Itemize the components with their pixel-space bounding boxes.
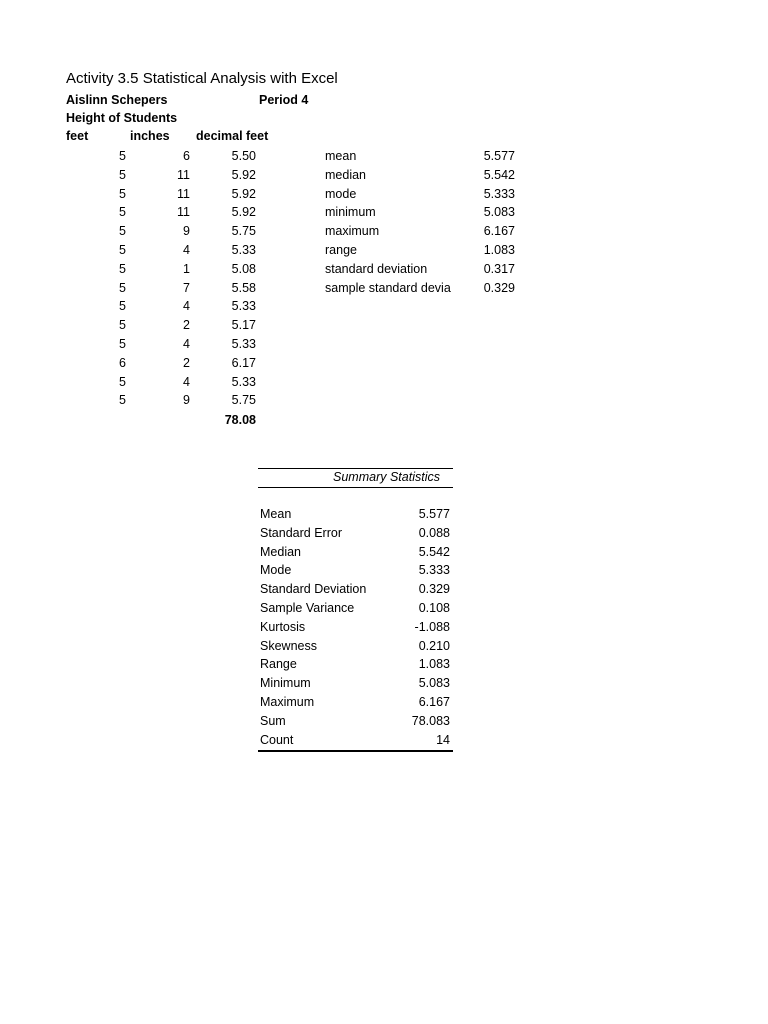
summary-value: -1.088 bbox=[414, 619, 450, 634]
decimal-feet-cell: 6.17 bbox=[231, 355, 256, 370]
inches-cell: 11 bbox=[177, 186, 190, 201]
section-title: Height of Students bbox=[66, 111, 178, 125]
feet-cell: 5 bbox=[119, 318, 126, 333]
summary-top-rule bbox=[258, 468, 453, 469]
stat-value: 5.577 bbox=[483, 149, 515, 163]
summary-value: 0.329 bbox=[418, 582, 450, 597]
feet-cell: 5 bbox=[119, 167, 126, 182]
summary-value: 1.083 bbox=[418, 657, 450, 672]
period-label: Period 4 bbox=[259, 93, 309, 107]
stat-value: 5.542 bbox=[483, 167, 515, 182]
feet-cell: 5 bbox=[119, 224, 126, 239]
stat-label: median bbox=[325, 167, 366, 182]
summary-title-rule bbox=[258, 487, 453, 488]
stat-label: maximum bbox=[325, 224, 380, 239]
summary-label: Mode bbox=[260, 563, 292, 578]
stat-label: mean bbox=[325, 149, 357, 163]
column-header-feet: feet bbox=[66, 129, 89, 143]
summary-bottom-rule bbox=[258, 750, 453, 752]
summary-value: 5.577 bbox=[418, 507, 450, 521]
decimal-feet-cell: 5.17 bbox=[231, 318, 256, 333]
decimal-feet-cell: 5.92 bbox=[231, 186, 256, 201]
feet-cell: 5 bbox=[119, 243, 126, 257]
decimal-feet-cell: 5.92 bbox=[231, 167, 256, 182]
summary-value: 5.083 bbox=[418, 676, 450, 691]
summary-value: 5.542 bbox=[418, 544, 450, 559]
summary-value: 5.333 bbox=[418, 563, 450, 578]
summary-title: Summary Statistics bbox=[333, 470, 440, 484]
feet-cell: 5 bbox=[119, 374, 126, 389]
document-title: Activity 3.5 Statistical Analysis with Excel bbox=[66, 70, 338, 87]
feet-cell: 5 bbox=[119, 393, 126, 408]
summary-value: 6.167 bbox=[418, 695, 450, 709]
inches-cell: 11 bbox=[177, 205, 190, 220]
feet-cell: 5 bbox=[119, 186, 126, 201]
inches-cell: 2 bbox=[183, 318, 190, 333]
stat-label: mode bbox=[325, 186, 357, 201]
student-name: Aislinn Schepers bbox=[66, 93, 168, 107]
summary-label: Skewness bbox=[260, 638, 317, 653]
decimal-feet-cell: 5.08 bbox=[231, 261, 256, 276]
summary-label: Sum bbox=[260, 713, 286, 728]
summary-value: 14 bbox=[436, 732, 450, 747]
column-header-decimal-feet: decimal feet bbox=[196, 129, 269, 143]
stat-value: 0.329 bbox=[483, 280, 515, 295]
inches-cell: 9 bbox=[183, 393, 190, 408]
summary-label: Mean bbox=[260, 507, 292, 521]
inches-cell: 1 bbox=[183, 261, 190, 276]
decimal-feet-cell: 5.50 bbox=[231, 149, 256, 163]
stat-value: 1.083 bbox=[483, 243, 515, 257]
decimal-feet-cell: 5.33 bbox=[231, 299, 256, 314]
feet-cell: 5 bbox=[119, 280, 126, 295]
summary-label: Kurtosis bbox=[260, 619, 306, 634]
inches-cell: 2 bbox=[183, 355, 190, 370]
inches-cell: 11 bbox=[177, 167, 190, 182]
summary-label: Sample Variance bbox=[260, 601, 355, 615]
decimal-feet-cell: 5.33 bbox=[231, 374, 256, 389]
summary-label: Minimum bbox=[260, 676, 311, 691]
inches-cell: 4 bbox=[183, 337, 190, 351]
summary-label: Standard Deviation bbox=[260, 582, 367, 597]
feet-cell: 6 bbox=[119, 355, 126, 370]
summary-value: 78.083 bbox=[411, 713, 450, 728]
decimal-feet-cell: 5.92 bbox=[231, 205, 256, 220]
summary-value: 0.088 bbox=[418, 525, 450, 540]
summary-label: Maximum bbox=[260, 695, 315, 709]
stat-label: standard deviation bbox=[325, 261, 428, 276]
inches-cell: 6 bbox=[183, 149, 190, 163]
stat-value: 0.317 bbox=[483, 261, 515, 276]
summary-value: 0.210 bbox=[418, 638, 450, 653]
inches-cell: 7 bbox=[183, 280, 190, 295]
stat-label: range bbox=[325, 243, 357, 257]
summary-value: 0.108 bbox=[418, 601, 450, 615]
feet-cell: 5 bbox=[119, 337, 126, 351]
stat-value: 5.333 bbox=[483, 186, 515, 201]
inches-cell: 4 bbox=[183, 243, 190, 257]
feet-cell: 5 bbox=[119, 205, 126, 220]
decimal-feet-cell: 5.75 bbox=[231, 393, 256, 408]
stat-value: 6.167 bbox=[483, 224, 515, 239]
summary-label: Standard Error bbox=[260, 525, 342, 540]
feet-cell: 5 bbox=[119, 299, 126, 314]
heights-total: 78.08 bbox=[224, 413, 256, 427]
feet-cell: 5 bbox=[119, 149, 126, 163]
inches-cell: 4 bbox=[183, 299, 190, 314]
stat-label: minimum bbox=[325, 205, 376, 220]
feet-cell: 5 bbox=[119, 261, 126, 276]
inches-cell: 4 bbox=[183, 374, 190, 389]
column-header-inches: inches bbox=[130, 129, 170, 143]
summary-label: Median bbox=[260, 544, 301, 559]
decimal-feet-cell: 5.33 bbox=[231, 337, 256, 351]
decimal-feet-cell: 5.75 bbox=[231, 224, 256, 239]
stat-label: sample standard devia bbox=[325, 280, 451, 295]
decimal-feet-cell: 5.33 bbox=[231, 243, 256, 257]
inches-cell: 9 bbox=[183, 224, 190, 239]
stat-value: 5.083 bbox=[483, 205, 515, 220]
decimal-feet-cell: 5.58 bbox=[231, 280, 256, 295]
summary-label: Count bbox=[260, 732, 294, 747]
summary-label: Range bbox=[260, 657, 297, 672]
